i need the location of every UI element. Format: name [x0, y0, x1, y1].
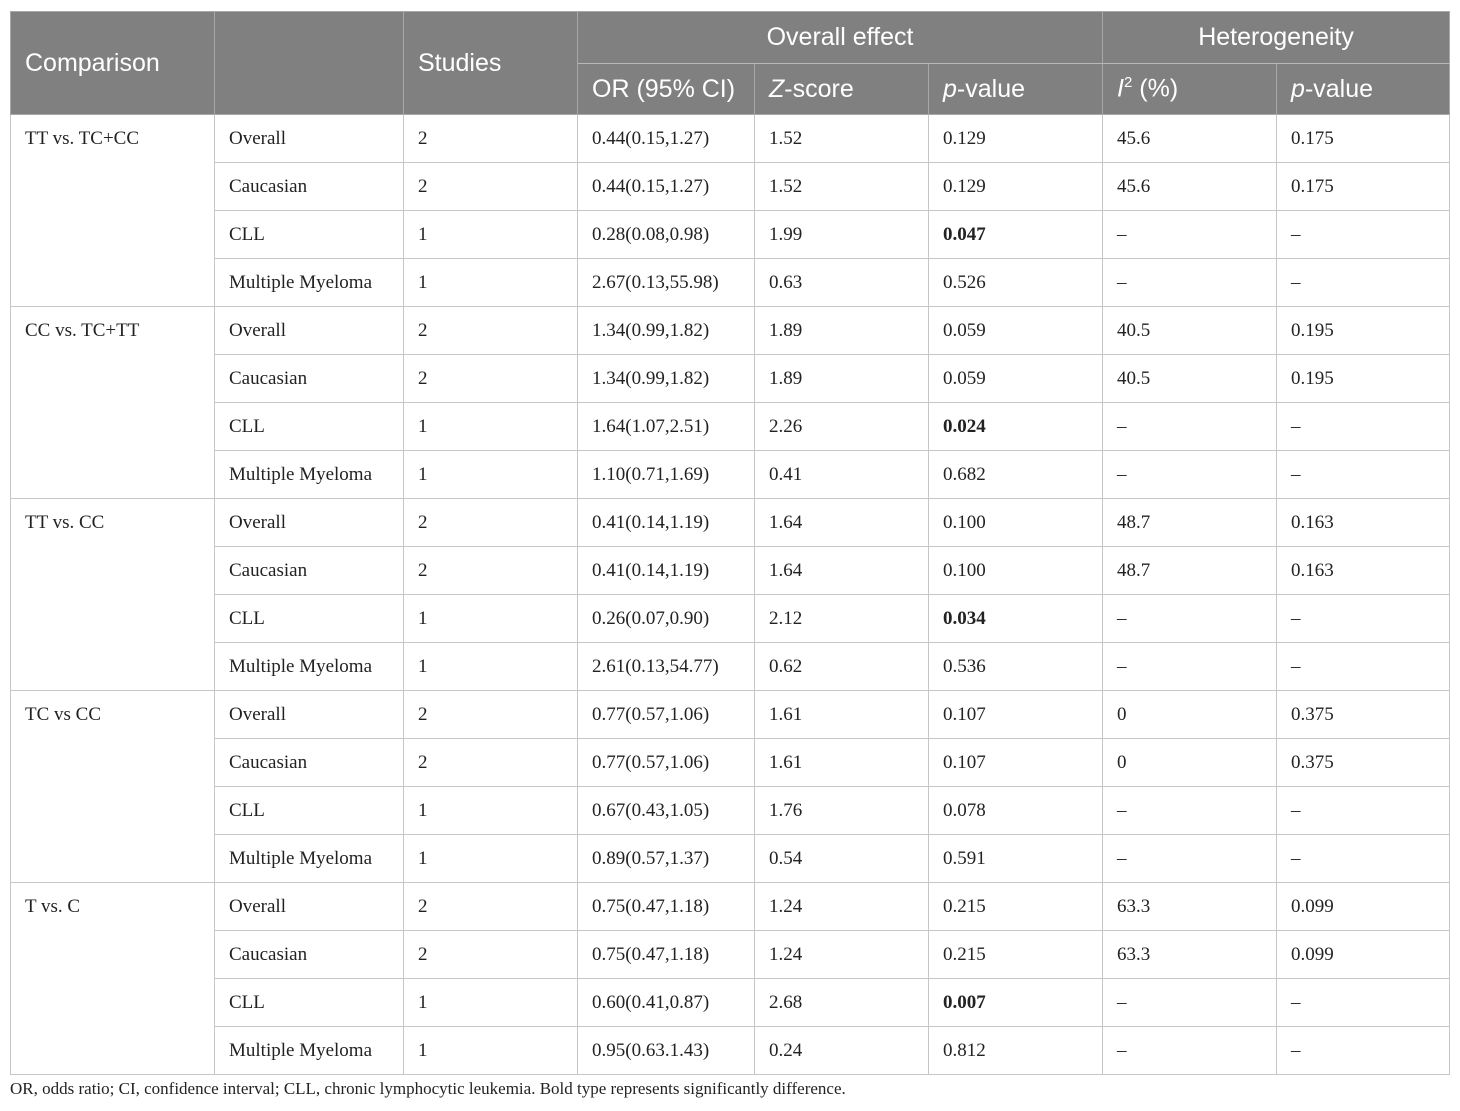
i2-cell: 48.7 [1103, 499, 1277, 547]
studies-cell: 1 [404, 211, 578, 259]
z-score-cell: 1.52 [755, 115, 929, 163]
i2-cell: – [1103, 835, 1277, 883]
studies-cell: 2 [404, 355, 578, 403]
i2-cell: – [1103, 451, 1277, 499]
or-ci-cell: 1.64(1.07,2.51) [578, 403, 755, 451]
header-p-value: p-value [929, 64, 1103, 115]
subgroup-cell: Multiple Myeloma [215, 835, 404, 883]
p-value-cell: 0.034 [929, 595, 1103, 643]
het-p-value-cell: – [1277, 595, 1450, 643]
or-ci-cell: 0.44(0.15,1.27) [578, 115, 755, 163]
z-score-cell: 0.63 [755, 259, 929, 307]
p-value-cell: 0.007 [929, 979, 1103, 1027]
het-p-value-cell: 0.099 [1277, 883, 1450, 931]
table-row [11, 979, 1450, 1027]
studies-cell: 1 [404, 787, 578, 835]
subgroup-cell: Multiple Myeloma [215, 1027, 404, 1075]
z-score-cell: 1.52 [755, 163, 929, 211]
or-ci-cell: 0.89(0.57,1.37) [578, 835, 755, 883]
z-score-cell: 1.24 [755, 883, 929, 931]
p-value-cell: 0.129 [929, 115, 1103, 163]
or-ci-cell: 0.75(0.47,1.18) [578, 931, 755, 979]
table-row [11, 1027, 1450, 1075]
or-ci-cell: 0.41(0.14,1.19) [578, 547, 755, 595]
subgroup-cell: Multiple Myeloma [215, 643, 404, 691]
or-ci-cell: 0.28(0.08,0.98) [578, 211, 755, 259]
table-row [11, 211, 1450, 259]
subgroup-cell: CLL [215, 787, 404, 835]
table-row [11, 115, 1450, 163]
subgroup-cell: Caucasian [215, 355, 404, 403]
studies-cell: 2 [404, 307, 578, 355]
header-overall-effect: Overall effect [578, 12, 1103, 64]
subgroup-cell: CLL [215, 979, 404, 1027]
or-ci-cell: 1.34(0.99,1.82) [578, 307, 755, 355]
het-p-value-cell: 0.375 [1277, 691, 1450, 739]
studies-cell: 1 [404, 1027, 578, 1075]
het-p-value-cell: – [1277, 787, 1450, 835]
header-het-p-value: p-value [1277, 64, 1450, 115]
z-score-cell: 1.89 [755, 307, 929, 355]
i2-cell: 63.3 [1103, 931, 1277, 979]
z-score-cell: 1.61 [755, 691, 929, 739]
p-value-cell: 0.215 [929, 883, 1103, 931]
het-p-value-cell: – [1277, 643, 1450, 691]
subgroup-cell: Caucasian [215, 931, 404, 979]
p-value-cell: 0.100 [929, 499, 1103, 547]
studies-cell: 1 [404, 979, 578, 1027]
or-ci-cell: 1.34(0.99,1.82) [578, 355, 755, 403]
or-ci-cell: 0.95(0.63.1.43) [578, 1027, 755, 1075]
table-row [11, 307, 1450, 355]
het-p-value-cell: – [1277, 259, 1450, 307]
i2-cell: – [1103, 403, 1277, 451]
z-score-cell: 0.41 [755, 451, 929, 499]
i2-cell: 45.6 [1103, 163, 1277, 211]
table-row [11, 595, 1450, 643]
subgroup-cell: CLL [215, 595, 404, 643]
table-row [11, 451, 1450, 499]
i2-cell: 40.5 [1103, 307, 1277, 355]
table-row [11, 883, 1450, 931]
header-i2: $I^2$ (%) [1103, 64, 1277, 115]
i2-cell: – [1103, 787, 1277, 835]
or-ci-cell: 0.67(0.43,1.05) [578, 787, 755, 835]
p-value-cell: 0.536 [929, 643, 1103, 691]
studies-cell: 2 [404, 547, 578, 595]
i2-cell: 48.7 [1103, 547, 1277, 595]
comparison-cell: TT vs. TC+CC [11, 115, 215, 307]
header-studies: Studies [404, 12, 578, 115]
i2-cell: 40.5 [1103, 355, 1277, 403]
het-p-value-cell: 0.175 [1277, 115, 1450, 163]
het-p-value-cell: 0.195 [1277, 307, 1450, 355]
studies-cell: 2 [404, 499, 578, 547]
or-ci-cell: 0.26(0.07,0.90) [578, 595, 755, 643]
table-row [11, 547, 1450, 595]
het-p-value-cell: 0.099 [1277, 931, 1450, 979]
studies-cell: 1 [404, 259, 578, 307]
p-value-cell: 0.129 [929, 163, 1103, 211]
z-score-cell: 2.68 [755, 979, 929, 1027]
het-p-value-cell: – [1277, 451, 1450, 499]
or-ci-cell: 2.67(0.13,55.98) [578, 259, 755, 307]
subgroup-cell: Overall [215, 307, 404, 355]
header-comparison: Comparison [11, 12, 215, 115]
or-ci-cell: 2.61(0.13,54.77) [578, 643, 755, 691]
or-ci-cell: 0.77(0.57,1.06) [578, 739, 755, 787]
table-row [11, 931, 1450, 979]
table-footnote: OR, odds ratio; CI, confidence interval; CLL, chronic lymphocytic leukemia. Bold type represents significantly difference. [10, 1079, 846, 1098]
or-ci-cell: 1.10(0.71,1.69) [578, 451, 755, 499]
i2-cell: 45.6 [1103, 115, 1277, 163]
z-score-cell: 0.24 [755, 1027, 929, 1075]
table-row [11, 163, 1450, 211]
p-value-cell: 0.215 [929, 931, 1103, 979]
subgroup-cell: Caucasian [215, 163, 404, 211]
or-ci-cell: 0.60(0.41,0.87) [578, 979, 755, 1027]
z-score-cell: 1.24 [755, 931, 929, 979]
het-p-value-cell: – [1277, 979, 1450, 1027]
table-row [11, 259, 1450, 307]
studies-cell: 1 [404, 403, 578, 451]
meta-analysis-table [10, 11, 1450, 1075]
het-p-value-cell: – [1277, 835, 1450, 883]
header-subgroup [215, 12, 404, 115]
table-row [11, 403, 1450, 451]
i2-cell: – [1103, 1027, 1277, 1075]
z-score-cell: 1.89 [755, 355, 929, 403]
z-score-cell: 2.26 [755, 403, 929, 451]
i2-cell: – [1103, 595, 1277, 643]
i2-cell: – [1103, 211, 1277, 259]
p-value-cell: 0.059 [929, 307, 1103, 355]
subgroup-cell: Overall [215, 499, 404, 547]
comparison-cell: TC vs CC [11, 691, 215, 883]
subgroup-cell: Caucasian [215, 547, 404, 595]
p-value-cell: 0.100 [929, 547, 1103, 595]
p-value-cell: 0.078 [929, 787, 1103, 835]
z-score-cell: 1.64 [755, 499, 929, 547]
p-value-cell: 0.024 [929, 403, 1103, 451]
z-score-cell: 1.76 [755, 787, 929, 835]
z-score-cell: 2.12 [755, 595, 929, 643]
het-p-value-cell: – [1277, 211, 1450, 259]
subgroup-cell: Multiple Myeloma [215, 259, 404, 307]
i2-cell: – [1103, 643, 1277, 691]
studies-cell: 2 [404, 883, 578, 931]
header-or-ci: OR (95% CI) [578, 64, 755, 115]
subgroup-cell: Multiple Myeloma [215, 451, 404, 499]
p-value-cell: 0.591 [929, 835, 1103, 883]
p-value-cell: 0.526 [929, 259, 1103, 307]
subgroup-cell: Overall [215, 115, 404, 163]
p-value-cell: 0.107 [929, 739, 1103, 787]
table-row [11, 691, 1450, 739]
comparison-cell: CC vs. TC+TT [11, 307, 215, 499]
subgroup-cell: Overall [215, 691, 404, 739]
p-value-cell: 0.812 [929, 1027, 1103, 1075]
z-score-cell: 1.64 [755, 547, 929, 595]
i2-cell: 0 [1103, 691, 1277, 739]
studies-cell: 1 [404, 835, 578, 883]
p-value-cell: 0.059 [929, 355, 1103, 403]
het-p-value-cell: 0.163 [1277, 499, 1450, 547]
het-p-value-cell: 0.375 [1277, 739, 1450, 787]
het-p-value-cell: 0.195 [1277, 355, 1450, 403]
subgroup-cell: CLL [215, 211, 404, 259]
studies-cell: 1 [404, 643, 578, 691]
studies-cell: 1 [404, 595, 578, 643]
i2-cell: – [1103, 979, 1277, 1027]
p-value-cell: 0.047 [929, 211, 1103, 259]
comparison-cell: T vs. C [11, 883, 215, 1075]
studies-cell: 2 [404, 163, 578, 211]
studies-cell: 2 [404, 739, 578, 787]
table-row [11, 643, 1450, 691]
studies-cell: 1 [404, 451, 578, 499]
subgroup-cell: Overall [215, 883, 404, 931]
het-p-value-cell: 0.163 [1277, 547, 1450, 595]
table-row [11, 787, 1450, 835]
or-ci-cell: 0.41(0.14,1.19) [578, 499, 755, 547]
table-row [11, 499, 1450, 547]
studies-cell: 2 [404, 691, 578, 739]
z-score-cell: 1.99 [755, 211, 929, 259]
het-p-value-cell: – [1277, 1027, 1450, 1075]
z-score-cell: 0.54 [755, 835, 929, 883]
comparison-cell: TT vs. CC [11, 499, 215, 691]
het-p-value-cell: 0.175 [1277, 163, 1450, 211]
subgroup-cell: CLL [215, 403, 404, 451]
subgroup-cell: Caucasian [215, 739, 404, 787]
p-value-cell: 0.682 [929, 451, 1103, 499]
header-heterogeneity: Heterogeneity [1103, 12, 1450, 64]
table-row [11, 355, 1450, 403]
or-ci-cell: 0.77(0.57,1.06) [578, 691, 755, 739]
p-value-cell: 0.107 [929, 691, 1103, 739]
studies-cell: 2 [404, 115, 578, 163]
table-row [11, 739, 1450, 787]
table-row [11, 835, 1450, 883]
z-score-cell: 0.62 [755, 643, 929, 691]
studies-cell: 2 [404, 931, 578, 979]
header-z-score: Z-score [755, 64, 929, 115]
or-ci-cell: 0.75(0.47,1.18) [578, 883, 755, 931]
i2-cell: 0 [1103, 739, 1277, 787]
table-body [11, 115, 1450, 1075]
het-p-value-cell: – [1277, 403, 1450, 451]
table-header [11, 12, 1450, 115]
i2-cell: – [1103, 259, 1277, 307]
i2-cell: 63.3 [1103, 883, 1277, 931]
z-score-cell: 1.61 [755, 739, 929, 787]
or-ci-cell: 0.44(0.15,1.27) [578, 163, 755, 211]
